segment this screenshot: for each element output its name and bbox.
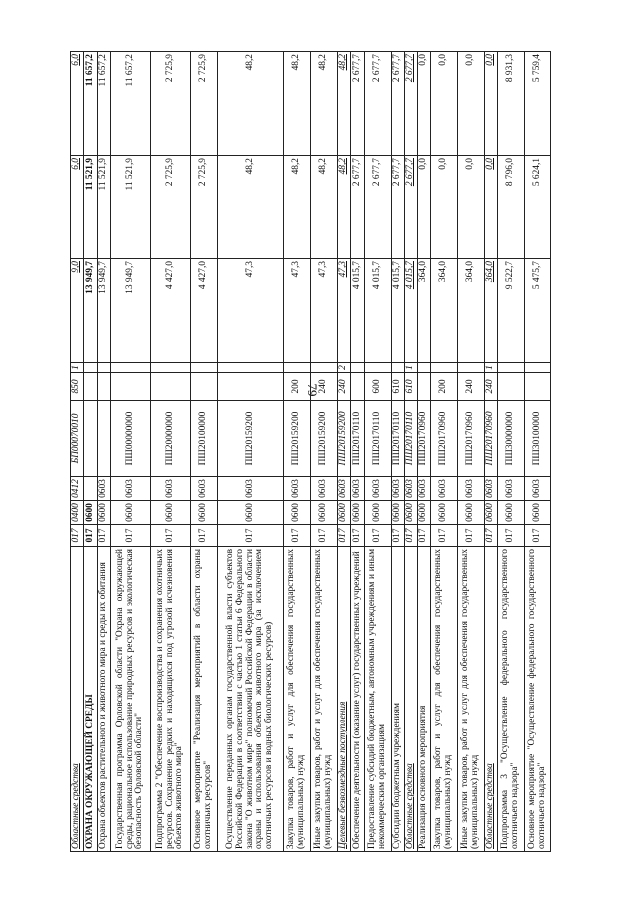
- table-row: [284, 52, 311, 852]
- cell-v3: 6,0: [71, 52, 84, 156]
- cell-name: Основное мероприятие "Осуществление федерального государственного охотничьего надзора": [525, 547, 551, 852]
- cell-code: 017: [151, 525, 191, 547]
- cell-vr: [525, 373, 551, 401]
- table-row: [351, 52, 365, 852]
- cell-pr: 0603: [405, 477, 418, 501]
- cell-pr: 0603: [392, 477, 405, 501]
- cell-v1: 4 427,0: [191, 259, 218, 363]
- cell-pr: 0603: [525, 477, 551, 501]
- cell-v1: 4 015,7: [405, 259, 418, 363]
- cell-v1: 13 949,7: [98, 259, 111, 363]
- cell-rz: 0600: [458, 501, 485, 525]
- cell-pr: 0603: [311, 477, 338, 501]
- cell-v1: 364,0: [458, 259, 485, 363]
- cell-v3: 0,0: [485, 52, 498, 156]
- cell-code: 017: [498, 525, 525, 547]
- cell-v2: 48,2: [218, 156, 284, 259]
- cell-name: Иные закупки товаров, работ и услуг для обеспечения государственных (муниципальных) нужд: [458, 547, 485, 852]
- cell-rz: 0600: [98, 501, 111, 525]
- table-row: [431, 52, 458, 852]
- cell-v1: 4 015,7: [351, 259, 365, 363]
- cell-mark: 1: [485, 363, 498, 373]
- cell-pr: 0603: [151, 477, 191, 501]
- cell-v2: 0,0: [458, 156, 485, 259]
- cell-v1: 364,0: [418, 259, 431, 363]
- cell-v3: 2 725,9: [191, 52, 218, 156]
- cell-code: 017: [311, 525, 338, 547]
- cell-rz: 0600: [284, 501, 311, 525]
- cell-v1: 13 949,7: [84, 259, 98, 363]
- cell-name: Закупка товаров, работ и услуг для обеспечения государственных (муниципальных) нужд: [284, 547, 311, 852]
- cell-v2: 2 677,7: [405, 156, 418, 259]
- cell-vr: 240: [458, 373, 485, 401]
- cell-csr: БП00070010: [71, 401, 84, 477]
- cell-v2: 2 677,7: [351, 156, 365, 259]
- cell-vr: [498, 373, 525, 401]
- cell-v2: 2 677,7: [365, 156, 392, 259]
- cell-mark: [151, 363, 191, 373]
- cell-name: Осуществление переданных органам государственной власти субъектов Российской Федерации в соответствии с частью 1 статьи 6 Федерального закона "О животном мире" полномочий Российской Федерации в области охраны и использования объектов животного мира (за исключением охотничьих ресурсов и водных биологических ресурсов): [218, 547, 284, 852]
- cell-mark: [191, 363, 218, 373]
- cell-code: 017: [418, 525, 431, 547]
- cell-rz: 0600: [191, 501, 218, 525]
- cell-v2: 11 521,9: [84, 156, 98, 259]
- cell-csr: ПШ20159200: [284, 401, 311, 477]
- cell-csr: [84, 401, 98, 477]
- cell-rz: 0600: [525, 501, 551, 525]
- cell-csr: ПШ20170110: [351, 401, 365, 477]
- cell-csr: ПШ20170960: [458, 401, 485, 477]
- cell-name: Реализация основного мероприятия: [418, 547, 431, 852]
- cell-v2: 8 796,0: [498, 156, 525, 259]
- cell-v1: 9,0: [71, 259, 84, 363]
- cell-code: 017: [525, 525, 551, 547]
- cell-v2: 11 521,9: [111, 156, 151, 259]
- cell-v1: 47,3: [311, 259, 338, 363]
- cell-pr: 0603: [431, 477, 458, 501]
- cell-rz: 0600: [485, 501, 498, 525]
- cell-name: Целевые безвозмездные поступления: [338, 547, 351, 852]
- cell-mark: [218, 363, 284, 373]
- cell-rz: 0600: [111, 501, 151, 525]
- cell-csr: ПШ20159200: [218, 401, 284, 477]
- cell-code: 017: [351, 525, 365, 547]
- cell-vr: 610: [405, 373, 418, 401]
- cell-v3: 0,0: [431, 52, 458, 156]
- cell-mark: 1: [405, 363, 418, 373]
- cell-name: Субсидии бюджетным учреждениям: [392, 547, 405, 852]
- cell-code: 017: [98, 525, 111, 547]
- cell-code: 017: [284, 525, 311, 547]
- table-row: [111, 52, 151, 852]
- cell-v3: 11 657,2: [98, 52, 111, 156]
- cell-rz: 0600: [151, 501, 191, 525]
- cell-csr: ПШ20170960: [431, 401, 458, 477]
- cell-name: Основное мероприятие "Реализация мероприятий в области охраны охотничьих ресурсов": [191, 547, 218, 852]
- table-row: [98, 52, 111, 852]
- cell-code: 017: [218, 525, 284, 547]
- table-row: [338, 52, 351, 852]
- cell-v2: 2 725,9: [151, 156, 191, 259]
- cell-rz: 0600: [84, 501, 98, 525]
- cell-v3: 48,2: [338, 52, 351, 156]
- table-row: [218, 52, 284, 852]
- cell-csr: ПШ30100000: [525, 401, 551, 477]
- cell-csr: ПШ20000000: [151, 401, 191, 477]
- cell-vr: 200: [431, 373, 458, 401]
- cell-name: Обеспечение деятельности (оказание услуг) государственных учреждений: [351, 547, 365, 852]
- cell-rz: 0600: [365, 501, 392, 525]
- cell-csr: ПШ20100000: [191, 401, 218, 477]
- cell-code: 017: [338, 525, 351, 547]
- cell-v3: 48,2: [284, 52, 311, 156]
- cell-v3: 48,2: [218, 52, 284, 156]
- table-row: [311, 52, 338, 852]
- cell-code: 017: [431, 525, 458, 547]
- table-row: [458, 52, 485, 852]
- cell-rz: 0600: [498, 501, 525, 525]
- cell-v3: 2 677,7: [392, 52, 405, 156]
- table-row: [485, 52, 498, 852]
- cell-rz: 0600: [418, 501, 431, 525]
- cell-pr: 0603: [218, 477, 284, 501]
- cell-mark: [365, 363, 392, 373]
- cell-name: Областные средства: [71, 547, 84, 852]
- page-number: 79: [305, 383, 320, 397]
- cell-v1: 47,3: [338, 259, 351, 363]
- cell-name: Областные средства: [485, 547, 498, 852]
- cell-mark: [431, 363, 458, 373]
- cell-v3: 5 759,4: [525, 52, 551, 156]
- cell-pr: 0603: [485, 477, 498, 501]
- cell-csr: ПШ20159200: [338, 401, 351, 477]
- table-row: [84, 52, 98, 852]
- cell-v1: 47,3: [218, 259, 284, 363]
- cell-csr: ПШ20170110: [405, 401, 418, 477]
- cell-rz: 0600: [392, 501, 405, 525]
- table-body: [71, 52, 551, 852]
- cell-vr: [151, 373, 191, 401]
- cell-vr: 240: [311, 373, 338, 401]
- cell-csr: ПШ20170110: [365, 401, 392, 477]
- cell-name: Областные средства: [405, 547, 418, 852]
- cell-v3: 0,0: [458, 52, 485, 156]
- cell-mark: [98, 363, 111, 373]
- cell-name: Иные закупки товаров, работ и услуг для обеспечения государственных (муниципальных) нужд: [311, 547, 338, 852]
- cell-code: 017: [405, 525, 418, 547]
- cell-v3: 11 657,2: [111, 52, 151, 156]
- cell-v1: 4 427,0: [151, 259, 191, 363]
- cell-name: Охрана объектов растительного и животного мира и среды их обитания: [98, 547, 111, 852]
- cell-vr: 600: [365, 373, 392, 401]
- table-row: [191, 52, 218, 852]
- cell-rz: 0600: [351, 501, 365, 525]
- cell-name: Подпрограмма 3 "Осуществление федерального государственного охотничьего надзора": [498, 547, 525, 852]
- cell-v2: 11 521,9: [98, 156, 111, 259]
- cell-name: ОХРАНА ОКРУЖАЮЩЕЙ СРЕДЫ: [84, 547, 98, 852]
- cell-mark: [418, 363, 431, 373]
- table-row: [365, 52, 392, 852]
- cell-pr: 0603: [365, 477, 392, 501]
- cell-mark: [351, 363, 365, 373]
- cell-v3: 2 677,7: [365, 52, 392, 156]
- cell-rz: 0600: [431, 501, 458, 525]
- cell-v2: 2 725,9: [191, 156, 218, 259]
- cell-v2: 2 677,7: [392, 156, 405, 259]
- cell-v3: 2 725,9: [151, 52, 191, 156]
- cell-vr: [418, 373, 431, 401]
- cell-pr: 0603: [284, 477, 311, 501]
- rotated-table-wrapper: [70, 52, 547, 852]
- cell-mark: 1: [71, 363, 84, 373]
- cell-vr: [218, 373, 284, 401]
- scanned-page-rotated: [70, 52, 547, 852]
- cell-pr: 0603: [418, 477, 431, 501]
- cell-code: 017: [365, 525, 392, 547]
- cell-vr: 240: [338, 373, 351, 401]
- cell-name: Предоставление субсидий бюджетным, автономным учреждениям и иным некоммерческим организациям: [365, 547, 392, 852]
- cell-v1: 364,0: [431, 259, 458, 363]
- cell-pr: 0603: [191, 477, 218, 501]
- cell-pr: 0603: [111, 477, 151, 501]
- cell-pr: 0603: [458, 477, 485, 501]
- cell-vr: 610: [392, 373, 405, 401]
- cell-name: Государственная программа Орловской области "Охрана окружающей среды, рациональное использование природных ресурсов и экологическая безопасность Орловской области": [111, 547, 151, 852]
- cell-name: Подпрограмма 2 "Обеспечение воспроизводства и сохранения охотничьих ресурсов. Сохранение редких и находящихся под угрозой исчезновения объектов животного мира": [151, 547, 191, 852]
- cell-pr: 0603: [338, 477, 351, 501]
- cell-code: 017: [392, 525, 405, 547]
- budget-table: [70, 51, 551, 852]
- cell-v2: 48,2: [284, 156, 311, 259]
- cell-v1: 5 475,7: [525, 259, 551, 363]
- table-row: [418, 52, 431, 852]
- cell-v3: 0,0: [418, 52, 431, 156]
- cell-mark: [284, 363, 311, 373]
- cell-v2: 48,2: [338, 156, 351, 259]
- cell-csr: ПШ20170960: [485, 401, 498, 477]
- cell-mark: [84, 363, 98, 373]
- cell-v3: 2 677,7: [405, 52, 418, 156]
- cell-v1: 364,0: [485, 259, 498, 363]
- cell-code: 017: [191, 525, 218, 547]
- cell-pr: 0412: [71, 477, 84, 501]
- cell-code: 017: [71, 525, 84, 547]
- cell-v1: 13 949,7: [111, 259, 151, 363]
- cell-mark: [111, 363, 151, 373]
- cell-v1: 4 015,7: [392, 259, 405, 363]
- cell-pr: 0603: [98, 477, 111, 501]
- cell-csr: ПШ20159200: [311, 401, 338, 477]
- cell-vr: [98, 373, 111, 401]
- cell-vr: 240: [485, 373, 498, 401]
- cell-pr: 0603: [351, 477, 365, 501]
- cell-rz: 0600: [311, 501, 338, 525]
- cell-mark: [311, 363, 338, 373]
- cell-v2: 48,2: [311, 156, 338, 259]
- cell-code: 017: [458, 525, 485, 547]
- cell-vr: [191, 373, 218, 401]
- table-row: [525, 52, 551, 852]
- cell-v2: 0,0: [431, 156, 458, 259]
- cell-code: 017: [84, 525, 98, 547]
- cell-vr: 850: [71, 373, 84, 401]
- cell-v3: 48,2: [311, 52, 338, 156]
- cell-vr: [84, 373, 98, 401]
- cell-pr: [84, 477, 98, 501]
- table-row: [392, 52, 405, 852]
- cell-mark: 2: [338, 363, 351, 373]
- cell-csr: [98, 401, 111, 477]
- cell-rz: 0600: [338, 501, 351, 525]
- table-row: [405, 52, 418, 852]
- cell-pr: 0603: [498, 477, 525, 501]
- cell-mark: [525, 363, 551, 373]
- cell-v1: 4 015,7: [365, 259, 392, 363]
- cell-v1: 47,3: [284, 259, 311, 363]
- cell-csr: ПШ00000000: [111, 401, 151, 477]
- table-row: [151, 52, 191, 852]
- cell-v2: 0,0: [485, 156, 498, 259]
- cell-vr: [351, 373, 365, 401]
- cell-v1: 9 522,7: [498, 259, 525, 363]
- cell-v3: 2 677,7: [351, 52, 365, 156]
- cell-code: 017: [485, 525, 498, 547]
- table-row: [71, 52, 84, 852]
- cell-mark: [458, 363, 485, 373]
- cell-v2: 6,0: [71, 156, 84, 259]
- table-row: [498, 52, 525, 852]
- cell-csr: ПШ20170110: [392, 401, 405, 477]
- cell-v2: 0,0: [418, 156, 431, 259]
- cell-rz: 0400: [71, 501, 84, 525]
- cell-name: Закупка товаров, работ и услуг для обеспечения государственных (муниципальных) нужд: [431, 547, 458, 852]
- cell-vr: 200: [284, 373, 311, 401]
- cell-mark: [498, 363, 525, 373]
- cell-csr: ПШ30000000: [498, 401, 525, 477]
- cell-v3: 8 931,3: [498, 52, 525, 156]
- cell-csr: ПШ20170960: [418, 401, 431, 477]
- cell-rz: 0600: [218, 501, 284, 525]
- cell-rz: 0600: [405, 501, 418, 525]
- cell-vr: [111, 373, 151, 401]
- cell-mark: [392, 363, 405, 373]
- cell-code: 017: [111, 525, 151, 547]
- cell-v3: 11 657,2: [84, 52, 98, 156]
- cell-v2: 5 624,1: [525, 156, 551, 259]
